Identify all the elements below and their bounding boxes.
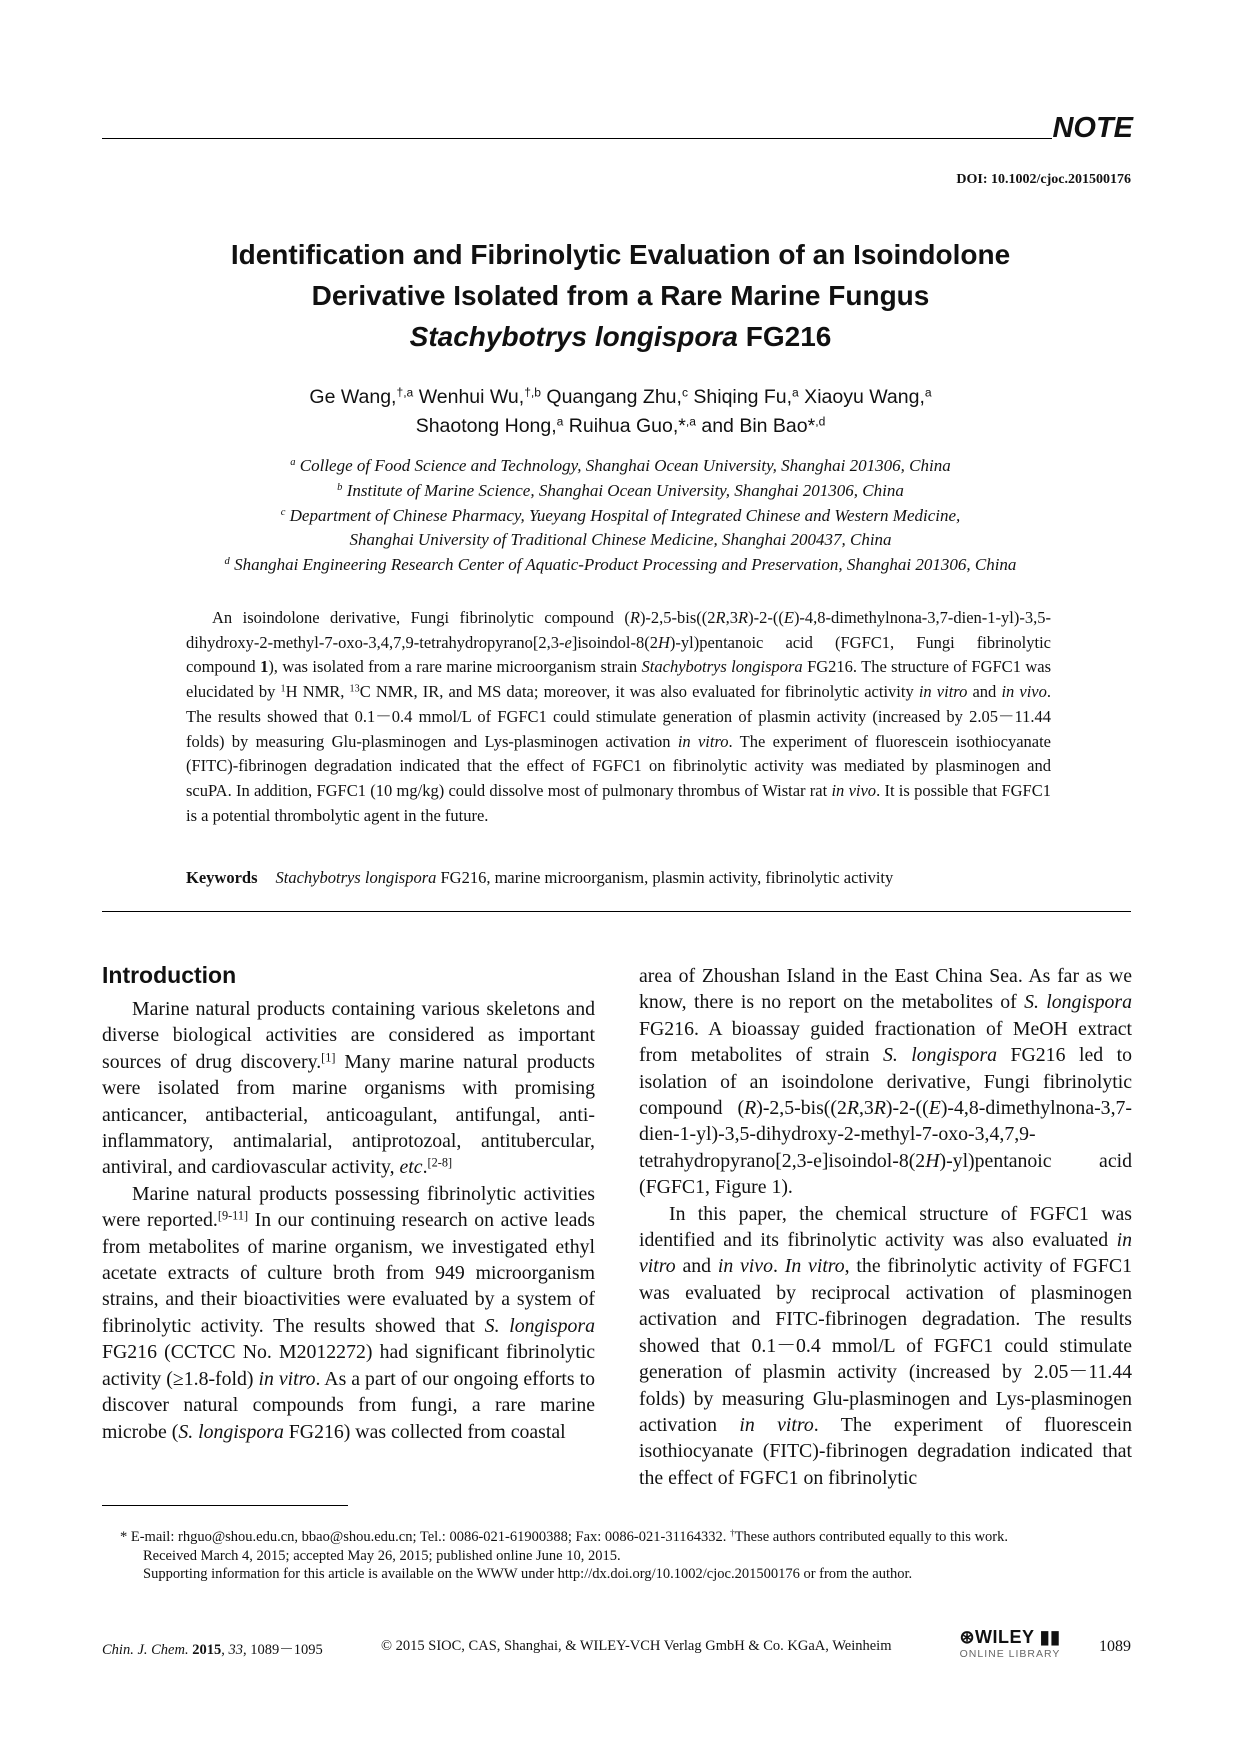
- page-footer: [102, 1627, 1131, 1667]
- text-run: Shanghai University of Traditional Chinese Medicine, Shanghai 200437, China: [349, 530, 892, 550]
- text-run: and: [967, 682, 1002, 702]
- text-run: In vitro: [784, 1255, 845, 1278]
- text-run: Wenhui Wu,: [413, 386, 525, 408]
- body-paragraph: [102, 1181, 595, 1445]
- title-line-2: Derivative Isolated from a Rare Marine Fungus: [311, 280, 930, 311]
- superscript: c: [280, 506, 286, 518]
- text-run: ,3: [858, 1097, 874, 1120]
- text-run: . The experiment of fluorescein isothiocyanate (FITC)-fibrinogen degradation indicated that the effect of FGFC1 on fibrinolytic activity was mediated by plasminogen and scuPA. In addition, FGFC1 (10 mg/kg) could dissolve most of pulmonary thrombus of Wistar rat: [186, 731, 1052, 800]
- superscript: a: [290, 457, 296, 469]
- right-column-text: [639, 963, 1132, 1491]
- footnote: [120, 1547, 1131, 1566]
- text-run: College of Food Science and Technology, Shanghai Ocean University, Shanghai 201306, China: [295, 456, 951, 475]
- text-run: Ge Wang,: [309, 386, 397, 408]
- text-run: In our continuing research on active leads from metabolites of marine organism, we investigated ethyl acetate extracts of culture broth from 949 microorganism strains, and their bioactivities were evaluated by a system of fibrinolytic activity. The results showed that: [102, 1209, 596, 1337]
- section-label: NOTE: [1052, 112, 1133, 144]
- journal-citation: [102, 1638, 323, 1659]
- text-run: Quangang Zhu,: [541, 386, 682, 408]
- text-run: E: [783, 608, 794, 627]
- wiley-online-library-logo: [950, 1627, 1070, 1660]
- text-run: * E-mail: rhguo@shou.edu.cn, bbao@shou.edu.cn; Tel.: 0086-021-61900388; Fax: 0086-021-31164332.: [120, 1529, 731, 1545]
- text-run: 1: [260, 657, 269, 677]
- text-run: )-4,8-dimethylnona-3,7-dien-1-yl)-3,5-dihydroxy-2-methyl-7-oxo-3,4,7,9-tetrahydropyrano[2,3-e]isoindol-8(2: [639, 1097, 1132, 1172]
- text-run: Department of Chinese Pharmacy, Yueyang Hospital of Integrated Chinese and Western Medicine,: [285, 505, 961, 525]
- text-run: R: [738, 608, 749, 627]
- text-run: )-2,5-bis((2: [639, 608, 716, 627]
- superscript: †,b: [524, 385, 541, 400]
- text-run: )-2-((: [885, 1097, 929, 1120]
- text-run: Stachybotrys longispora: [641, 657, 803, 677]
- species-name: Stachybotrys longispora: [409, 321, 738, 352]
- superscript: c: [681, 385, 688, 400]
- superscript: ,d: [815, 414, 826, 429]
- abstract-rule: [102, 911, 1131, 912]
- left-column: [102, 960, 595, 1445]
- text-run: S. longispora: [1024, 991, 1133, 1014]
- superscript: 13: [349, 683, 360, 695]
- text-run: ]isoindol-8(2: [571, 632, 658, 652]
- text-run: e: [564, 632, 572, 652]
- text-run: .: [772, 1255, 785, 1278]
- text-run: in vitro: [639, 1229, 1132, 1278]
- affiliation-line: [120, 553, 1121, 578]
- books-icon: ▮▮: [1034, 1627, 1061, 1647]
- title-line-1: Identification and Fibrinolytic Evaluation of an Isoindolone: [230, 239, 1011, 270]
- text-run: in vivo: [717, 1255, 773, 1278]
- text-run: Marine natural products containing various skeletons and diverse biological activities are considered as important sources of drug discovery.: [102, 998, 595, 1073]
- text-run: C NMR, IR, and MS data; moreover, it was also evaluated for fibrinolytic activity: [359, 682, 919, 702]
- strain-name: FG216: [737, 321, 832, 352]
- superscript: ,a: [685, 414, 696, 429]
- text-run: H: [925, 1149, 940, 1172]
- text-run: Institute of Marine Science, Shanghai Ocean University, Shanghai 201306, China: [342, 480, 904, 500]
- footnote: [120, 1565, 1131, 1584]
- text-run: H NMR,: [285, 682, 350, 702]
- text-run: Shiqing Fu,: [687, 386, 793, 408]
- superscript: †,a: [396, 385, 414, 400]
- text-run: ,3: [725, 608, 739, 627]
- text-run: )-yl)pentanoic acid (FGFC1, Figure 1).: [639, 1149, 1132, 1199]
- text-run: FG216, marine microorganism, plasmin activity, fibrinolytic activity: [436, 868, 894, 887]
- text-run: H: [658, 632, 670, 652]
- body-paragraph: [639, 963, 1132, 1201]
- affiliation-line: [120, 479, 1121, 504]
- text-run: FG216 (CCTCC No. M2012272) had significant fibrinolytic activity (≥1.8-fold): [102, 1341, 595, 1390]
- logo-text: WILEY: [975, 1627, 1035, 1647]
- text-run: 33: [228, 1642, 243, 1658]
- text-run: FG216. A bioassay guided fractionation of MeOH extract from metabolites of strain: [639, 1017, 1132, 1067]
- text-run: R: [846, 1097, 859, 1120]
- text-run: and Bin Bao*: [695, 415, 816, 437]
- text-run: S. longispora: [178, 1420, 284, 1443]
- copyright: © 2015 SIOC, CAS, Shanghai, & WILEY-VCH Verlag GmbH & Co. KGaA, Weinheim: [381, 1638, 892, 1654]
- text-run: )-2,5-bis((2: [756, 1097, 847, 1120]
- author-line: [120, 383, 1121, 412]
- wiley-seal-icon: ⊛: [959, 1627, 976, 1647]
- text-run: Xiaoyu Wang,: [798, 386, 925, 408]
- text-run: Shanghai Engineering Research Center of Aquatic-Product Processing and Preservation, Shanghai 201306, China: [229, 555, 1017, 575]
- paper-title: [120, 234, 1121, 357]
- text-run: . The experiment of fluorescein isothiocyanate (FITC)-fibrinogen degradation indicated that the effect of FGFC1 on fibrinolytic: [639, 1413, 1132, 1489]
- text-run: In this paper, the chemical structure of FGFC1 was identified and its fibrinolytic activity was also evaluated: [639, 1202, 1132, 1252]
- affiliation-line: [120, 454, 1121, 479]
- text-run: , the fibrinolytic activity of FGFC1 was evaluated by reciprocal activation of plasminogen activation and FITC-fibrinogen degradation. The results showed that 0.1－0.4 mmol/L of FGFC1 could stimulate generation of plasmin activity (increased by 2.05－11.44 folds) by measuring Glu-plasminogen and Lys-plasminogen activation: [639, 1255, 1133, 1436]
- abstract-paragraph: [186, 606, 1051, 828]
- superscript: a: [792, 385, 799, 400]
- header-rule: [102, 138, 1052, 139]
- footnote-rule: [102, 1505, 348, 1506]
- text-run: Stachybotrys longispora: [275, 868, 437, 887]
- author-line: [120, 412, 1121, 441]
- author-list: [120, 383, 1121, 441]
- text-run: R: [744, 1097, 757, 1120]
- text-run: S. longispora: [882, 1044, 998, 1067]
- body-paragraph: [102, 996, 595, 1181]
- text-run: FG216) was collected from coastal: [283, 1420, 566, 1443]
- superscript: [9-11]: [217, 1208, 249, 1223]
- footnote: [120, 1528, 1131, 1547]
- text-run: 2015: [192, 1642, 222, 1658]
- text-run: Marine natural products possessing fibrinolytic activities were reported.: [102, 1182, 595, 1232]
- text-run: R: [873, 1097, 886, 1120]
- affiliation-line: [120, 504, 1121, 529]
- text-run: area of Zhoushan Island in the East China Sea. As far as we know, there is no report on the metabolites of: [639, 965, 1132, 1014]
- superscript: [1]: [321, 1050, 336, 1065]
- section-heading-introduction: Introduction: [102, 962, 237, 988]
- text-run: etc: [399, 1156, 423, 1179]
- text-run: in vivo: [831, 780, 877, 800]
- superscript: †: [730, 1528, 735, 1539]
- body-paragraph: [639, 1201, 1132, 1491]
- text-run: in vitro: [739, 1413, 814, 1436]
- text-run: in vitro: [677, 731, 729, 751]
- text-run: R: [715, 608, 726, 627]
- keywords-list: [276, 868, 894, 887]
- logo-subtext: ONLINE LIBRARY: [959, 1648, 1061, 1660]
- text-run: )-4,8-dimethylnona-3,7-dien-1-yl)-3,5-dihydroxy-2-methyl-7-oxo-3,4,7,9-tetrahydropyrano[2,3-: [186, 608, 1051, 652]
- text-run: .: [422, 1156, 428, 1179]
- title-line-3: [120, 316, 1121, 357]
- text-run: in vitro: [918, 682, 968, 702]
- text-run: )-2-((: [748, 608, 784, 627]
- text-run: ,: [221, 1642, 229, 1658]
- text-run: R: [629, 608, 640, 627]
- text-run: These authors contributed equally to this work.: [734, 1529, 1008, 1545]
- abstract: [186, 606, 1051, 828]
- text-run: S. longispora: [484, 1314, 595, 1337]
- superscript: b: [337, 482, 343, 493]
- superscript: d: [224, 556, 230, 568]
- superscript: 1: [280, 683, 286, 695]
- text-run: FG216. The structure of FGFC1 was elucidated by: [186, 657, 1051, 702]
- text-run: )-yl)pentanoic acid (FGFC1, Fungi fibrinolytic compound: [186, 632, 1051, 677]
- text-run: ), was isolated from a rare marine microorganism strain: [268, 657, 642, 677]
- superscript: [2-8]: [427, 1155, 453, 1170]
- text-run: . It is possible that FGFC1 is a potential thrombolytic agent in the future.: [186, 780, 1051, 825]
- keywords-label: Keywords: [186, 868, 258, 887]
- text-run: Chin. J. Chem.: [102, 1642, 189, 1658]
- footnotes: [120, 1528, 1131, 1584]
- left-column-text: [102, 996, 595, 1445]
- text-run: An isoindolone derivative, Fungi fibrinolytic compound (: [212, 608, 630, 627]
- text-run: and: [675, 1255, 718, 1278]
- text-run: Received March 4, 2015; accepted May 26, 2015; published online June 10, 2015.: [143, 1547, 621, 1564]
- text-run: E: [928, 1097, 941, 1120]
- doi: DOI: 10.1002/cjoc.201500176: [956, 172, 1131, 187]
- superscript: a: [556, 414, 564, 429]
- text-run: Supporting information for this article is available on the WWW under http://dx.doi.org/10.1002/cjoc.201500176 or from the author.: [143, 1566, 913, 1582]
- right-column: [639, 963, 1132, 1491]
- text-run: Ruihua Guo,*: [563, 415, 686, 437]
- superscript: a: [924, 385, 932, 400]
- text-run: in vitro: [258, 1367, 316, 1390]
- text-run: . As a part of our ongoing efforts to discover natural compounds from fungi, a rare marine microbe (: [102, 1367, 595, 1443]
- keywords: [186, 868, 1051, 888]
- text-run: Shaotong Hong,: [415, 415, 557, 437]
- text-run: . The results showed that 0.1－0.4 mmol/L of FGFC1 could stimulate generation of plasmin activity (increased by 2.05－11.44 folds) by measuring Glu-plasminogen and Lys-plasminogen activation: [186, 682, 1052, 751]
- affiliations: [120, 454, 1121, 578]
- page-number: 1089: [1099, 1638, 1131, 1655]
- text-run: in vivo: [1001, 682, 1047, 702]
- affiliation-line: [120, 528, 1121, 553]
- text-run: , 1089－1095: [242, 1642, 323, 1658]
- text-run: Many marine natural products were isolated from marine organisms with promising anticancer, antibacterial, anticoagulant, antifungal, anti-inflammatory, antimalarial, antiprotozoal, antitubercular, antiviral, and cardiovascular activity,: [102, 1050, 595, 1179]
- text-run: FG216 led to isolation of an isoindolone derivative, Fungi fibrinolytic compound (: [639, 1044, 1132, 1120]
